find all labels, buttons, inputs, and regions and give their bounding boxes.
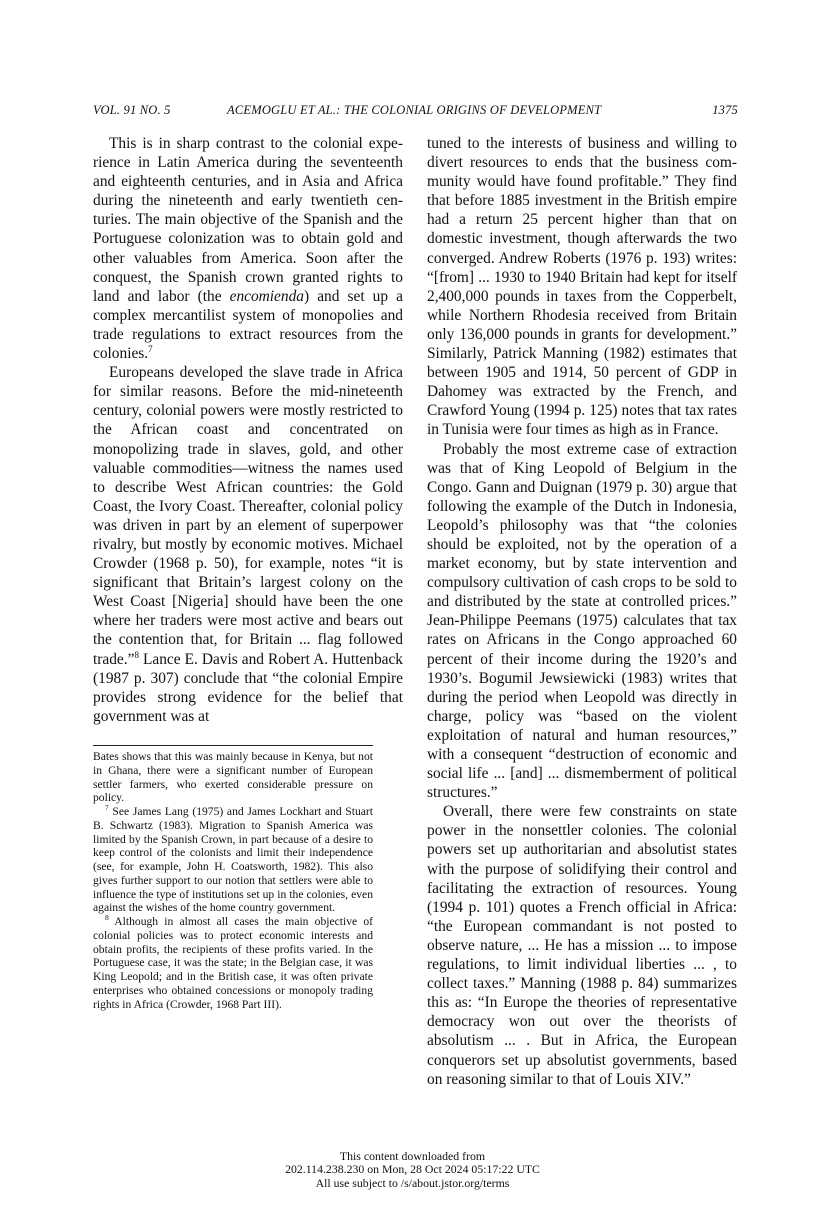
footnote-mark: 8	[105, 913, 109, 923]
journal-volume: VOL. 91 NO. 5	[93, 103, 171, 117]
footnote-ref-7[interactable]: 7	[148, 343, 153, 354]
footnotes	[93, 745, 373, 1011]
footnote-continued: Bates shows that this was mainly because in Kenya, but not in Ghana, there were a significant number of European settler farmers, who exerted considerable pressure on policy.	[93, 750, 373, 805]
footnote-7: $^7$ See James Lang (1975) and James Lockhart and Stuart B. Schwartz (1983). Migration to Spanish America was limited by the Spanish Crown, in part because of a desire to keep control of the colonists and limit their independence (see, for example, John H. Coatsworth, 1982). This also gives further support to our notion that settlers were able to influence the type of institutions set up in the colonies, even against the wishes of the home country government.	[93, 803, 373, 915]
download-note-line: This content downloaded from	[339, 1149, 486, 1163]
article-running-title: ACEMOGLU ET AL.: THE COLONIAL ORIGINS OF DEVELOPMENT	[227, 103, 602, 117]
left-column	[93, 134, 403, 726]
footnote-8: $^8$ Although in almost all cases the main objective of colonial policies was to protect economic interests and obtain profits, the recipients of these profits varied. In the Portuguese case, it was the state; in the Belgian case, it was King Leopold; and in the British case, it was often private enterprises who obtained concessions or monopoly trading rights in Africa (Crowder, 1968 Part III).	[93, 913, 373, 1011]
terms-link[interactable]: All use subject to /s/about.jstor.org/terms	[315, 1175, 510, 1190]
italic-term: encomienda	[229, 287, 304, 305]
body-paragraph: This is in sharp contrast to the colonial experience in Latin America during the seventeenth and eighteenth centuries, and in Asia and Africa during the nineteenth and early twentieth centuries. The main objective of the Spanish and the Portuguese colonization was to obtain gold and other valuables from America. Soon after the conquest, the Spanish crown granted rights to land and labor (the encomienda) and set up a complex mercantilist system of monopolies and trade regulations to extract resources from the colonies.$^7$	[93, 135, 403, 363]
body-paragraph: Overall, there were few constraints on state power in the nonsettler colonies. The colonial powers set up authoritarian and absolutist states with the purpose of solidifying their control and facilitating the extraction of resources. Young (1994 p. 101) quotes a French official in Africa: “the European commandant is not posted to observe nature, ... He has a mission ... to impose regulations, to limit individual liberties ... , to collect taxes.” Manning (1988 p. 84) summarizes this as: “In Europe the theories of representative democracy won out over the theorists of absolutism ... . But in Africa, the European conquerors set up absolutist governments, based on reasoning similar to that of Louis XIV.”	[427, 803, 737, 1088]
footnote-mark: 7	[105, 803, 109, 813]
download-note	[0, 1150, 825, 1190]
body-paragraph: Probably the most extreme case of extraction was that of King Leopold of Belgium in the Congo. Gann and Duignan (1979 p. 30) argue that following the example of the Dutch in Indonesia, Leopold’s philosophy was that “the colonies should be exploited, not by the operation of a market economy, but by state intervention and compulsory cultivation of cash crops to be sold to and distributed by the state at controlled prices.” Jean-Philippe Peemans (1975) calculates that tax rates on Africans in the Congo approached 60 percent of their income during the 1920’s and 1930’s. Bogumil Jewsiewicki (1983) writes that during the period when Leopold was directly in charge, policy was “based on the violent exploitation of natural and human resources,” with a consequent “destruction of economic and social life ... [and] ... dismemberment of political structures.”	[427, 440, 737, 802]
body-paragraph: tuned to the interests of business and willing to divert resources to ends that the business community would have found profitable.” They find that before 1885 investment in the British empire had a return 25 percent higher than that on domestic investment, though afterwards the two converged. Andrew Roberts (1976 p. 193) writes: “[from] ... 1930 to 1940 Britain had kept for itself 2,400,000 pounds in taxes from the Copperbelt, while Northern Rhodesia received from Britain only 136,000 pounds in grants for development.” Similarly, Patrick Manning (1982) estimates that between 1905 and 1914, 50 percent of GDP in Dahomey was extracted by the French, and Crawford Young (1994 p. 125) notes that tax rates in Tunisia were four times as high as in France.	[427, 135, 737, 439]
download-note-line: 202.114.238.230 on Mon, 28 Oct 2024 05:17:22 UTC	[285, 1162, 540, 1177]
right-column	[427, 134, 737, 1089]
footnote-ref-8[interactable]: 8	[134, 649, 139, 660]
page-number: 1375	[712, 103, 738, 117]
body-paragraph: Europeans developed the slave trade in Africa for similar reasons. Before the mid-nineteenth century, colonial powers were mostly restricted to the African coast and concentrated on monopolizing trade in slaves, gold, and other valuable commodities—witness the names used to describe West African countries: the Gold Coast, the Ivory Coast. Thereafter, colonial policy was driven in part by an element of superpower rivalry, but mostly by economic motives. Michael Crowder (1968 p. 50), for example, notes “it is significant that Britain’s largest colony on the West Coast [Nigeria] should have been the one where her traders were most active and bears out the contention that, for Britain ... flag followed trade.”$^8$ Lance E. Davis and Robert A. Huttenback (1987 p. 307) conclude that “the colonial Empire provides strong evidence for the belief that government was at	[93, 364, 403, 725]
